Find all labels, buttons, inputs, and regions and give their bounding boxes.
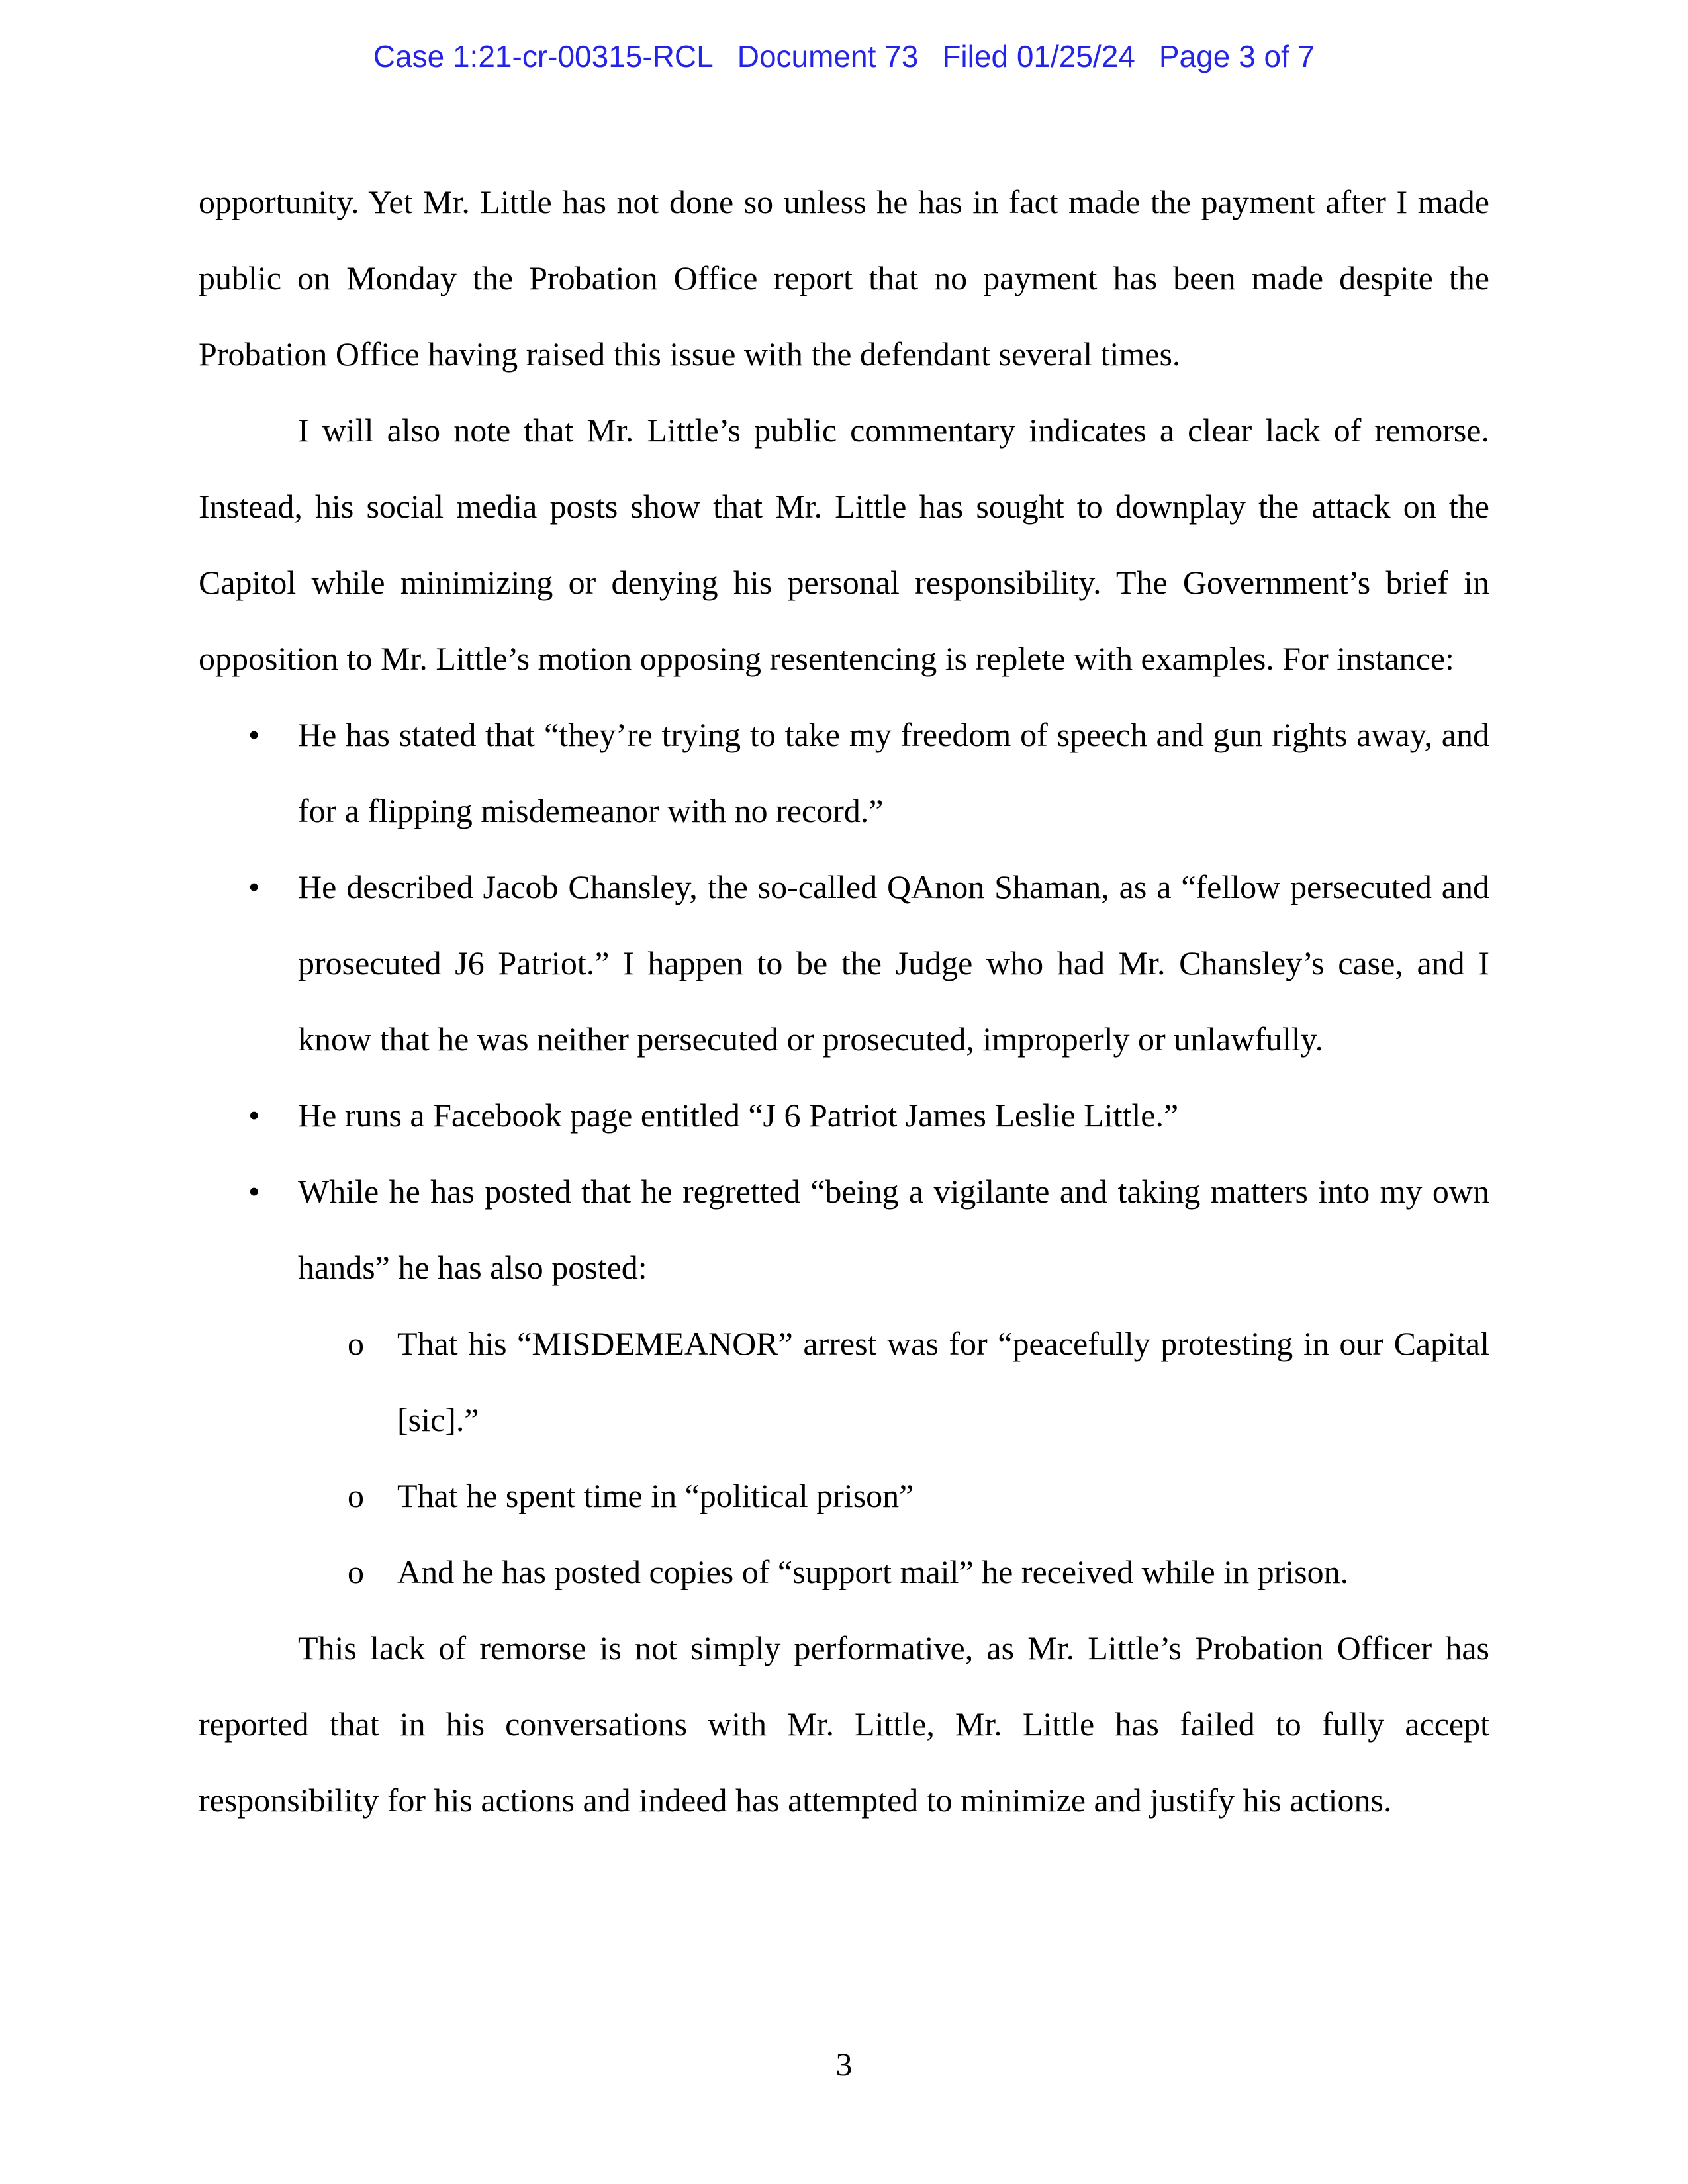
sub-bullet-item [199, 1306, 1489, 1458]
bullet-item [199, 849, 1489, 1077]
bullet-icon: • [248, 868, 260, 905]
bullet-icon: • [248, 1097, 260, 1134]
bullet-icon: • [248, 1173, 260, 1210]
bullet-item [199, 1154, 1489, 1306]
filed-date: Filed 01/25/24 [942, 39, 1135, 73]
sub-bullet-text: That his “MISDEMEANOR” arrest was for “peacefully protesting in our Capital [sic].” [397, 1325, 1489, 1438]
bullet-icon: • [248, 716, 260, 753]
sub-bullet-item [199, 1458, 1489, 1534]
sub-bullet-icon: o [348, 1553, 364, 1590]
sub-bullet-item [199, 1534, 1489, 1610]
paragraph-remorse: I will also note that Mr. Little’s public commentary indicates a clear lack of remorse. Instead, his social media posts show that Mr. Little has sought to downplay the attack on the Capitol while minimizing or denying his personal responsibility. The Government’s brief in opposition to Mr. Little’s motion opposing resentencing is replete with examples. For instance: [199, 412, 1489, 677]
sub-bullet-icon: o [348, 1325, 364, 1362]
bullet-item [199, 1077, 1489, 1154]
sub-bullet-icon: o [348, 1477, 364, 1514]
sub-bullet-text: And he has posted copies of “support mail” he received while in prison. [397, 1553, 1349, 1590]
case-number: Case 1:21-cr-00315-RCL [373, 39, 714, 73]
case-header [0, 38, 1688, 74]
paragraph-continuation: opportunity. Yet Mr. Little has not done so unless he has in fact made the payment after I made public on Monday the Probation Office report that no payment has been made despite the Probation Office having raised this issue with the defendant several times. [199, 183, 1489, 373]
page-number: 3 [835, 2046, 853, 2083]
document-body [199, 164, 1489, 1839]
bullet-text: He described Jacob Chansley, the so-called QAnon Shaman, as a “fellow persecuted and prosecuted J6 Patriot.” I happen to be the Judge who had Mr. Chansley’s case, and I know that he was neither persecuted or prosecuted, improperly or unlawfully. [298, 868, 1489, 1058]
page-position: Page 3 of 7 [1158, 39, 1315, 73]
bullet-text: He has stated that “they’re trying to take my freedom of speech and gun rights away, and for a flipping misdemeanor with no record.” [298, 716, 1489, 829]
paragraph-closing: This lack of remorse is not simply performative, as Mr. Little’s Probation Officer has reported that in his conversations with Mr. Little, Mr. Little has failed to fully accept responsibility for his actions and indeed has attempted to minimize and justify his actions. [199, 1629, 1489, 1819]
document-number: Document 73 [737, 39, 919, 73]
bullet-text: While he has posted that he regretted “being a vigilante and taking matters into my own hands” he has also posted: [298, 1173, 1489, 1286]
sub-bullet-text: That he spent time in “political prison” [397, 1477, 914, 1514]
bullet-text: He runs a Facebook page entitled “J 6 Patriot James Leslie Little.” [298, 1097, 1179, 1134]
bullet-item [199, 697, 1489, 849]
